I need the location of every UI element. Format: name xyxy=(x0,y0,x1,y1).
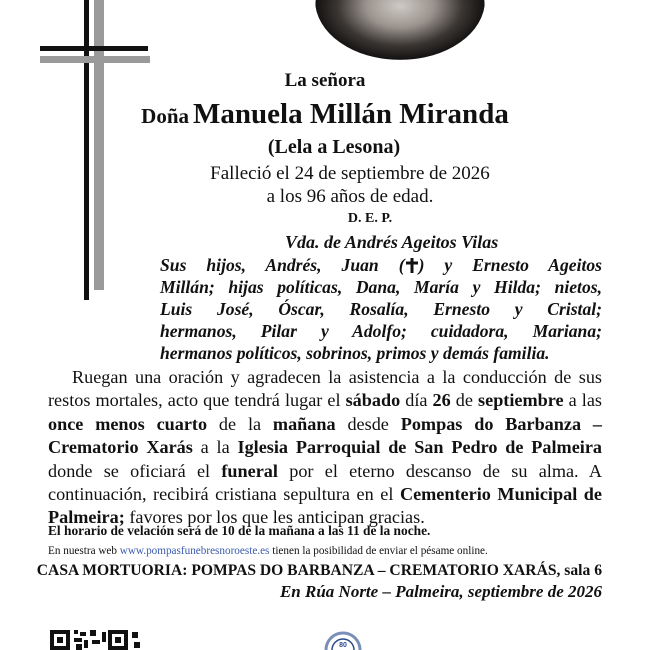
deceased-name: Manuela Millán Miranda xyxy=(193,98,509,130)
family-line: hermanos, Pilar y Adolfo; cuidadora, Mariana; xyxy=(160,321,602,341)
deceased-nickname: (Lela a Lesona) xyxy=(267,136,401,158)
family-line: Sus hijos, Andrés, Juan ( ) y Ernesto Ageitos xyxy=(160,255,603,275)
funeral-notice-paragraph: Ruegan una oración y agradecen la asistencia a la conducción de sus restos mortales, acto que tendrá lugar el sábado día 26 de septiembre a las once menos cuarto de la mañana desde Pompas do Barbanza – Crematorio Xarás a la Iglesia Parroquial de San Pedro de Palmeira donde se oficiará el funeral por el eterno descanso de su alma. A continuación, recibirá cristiana sepultura en el Cementerio Municipal de Palmeira; favores por los que les anticipan gracias. xyxy=(48,367,602,528)
widow-of: Vda. de Andrés Ageitos Vilas xyxy=(285,232,499,252)
website-link[interactable]: www.pompasfunebresnoroeste.es xyxy=(119,545,270,557)
deceased-name-line xyxy=(0,98,650,131)
anniversary-seal-icon xyxy=(320,628,366,650)
place-and-date: En Rúa Norte – Palmeira, septiembre de 2026 xyxy=(279,582,602,601)
family-line: hermanos políticos, sobrinos, primos y demás familia. xyxy=(160,343,550,363)
qr-code-icon[interactable] xyxy=(50,628,142,650)
honorific-title: La señora xyxy=(284,70,366,91)
deceased-photo xyxy=(315,0,485,60)
web-condolence-line: En nuestra web www.pompasfunebresnoroeste.es tienen la posibilidad de enviar el pésame online. xyxy=(48,545,488,557)
rip-text: D. E. P. xyxy=(347,211,393,226)
family-line: Millán; hijas políticas, Dana, María y Hilda; nietos, xyxy=(160,277,602,297)
funeral-home: CASA MORTUORIA: POMPAS DO BARBANZA – CREMATORIO XARÁS, sala 6 xyxy=(36,562,602,579)
family-line: Luis José, Óscar, Rosalía, Ernesto y Cristal; xyxy=(160,299,602,319)
age-at-death: a los 96 años de edad. xyxy=(266,186,434,207)
death-date: Falleció el 24 de septiembre de 2026 xyxy=(210,163,490,184)
family-list xyxy=(160,254,602,364)
small-cross-icon xyxy=(405,258,419,273)
vigil-hours: El horario de velación será de 10 de la mañana a las 11 de la noche. xyxy=(48,523,431,538)
name-prefix: Doña xyxy=(141,104,190,128)
seal-number: 80 xyxy=(339,642,347,649)
